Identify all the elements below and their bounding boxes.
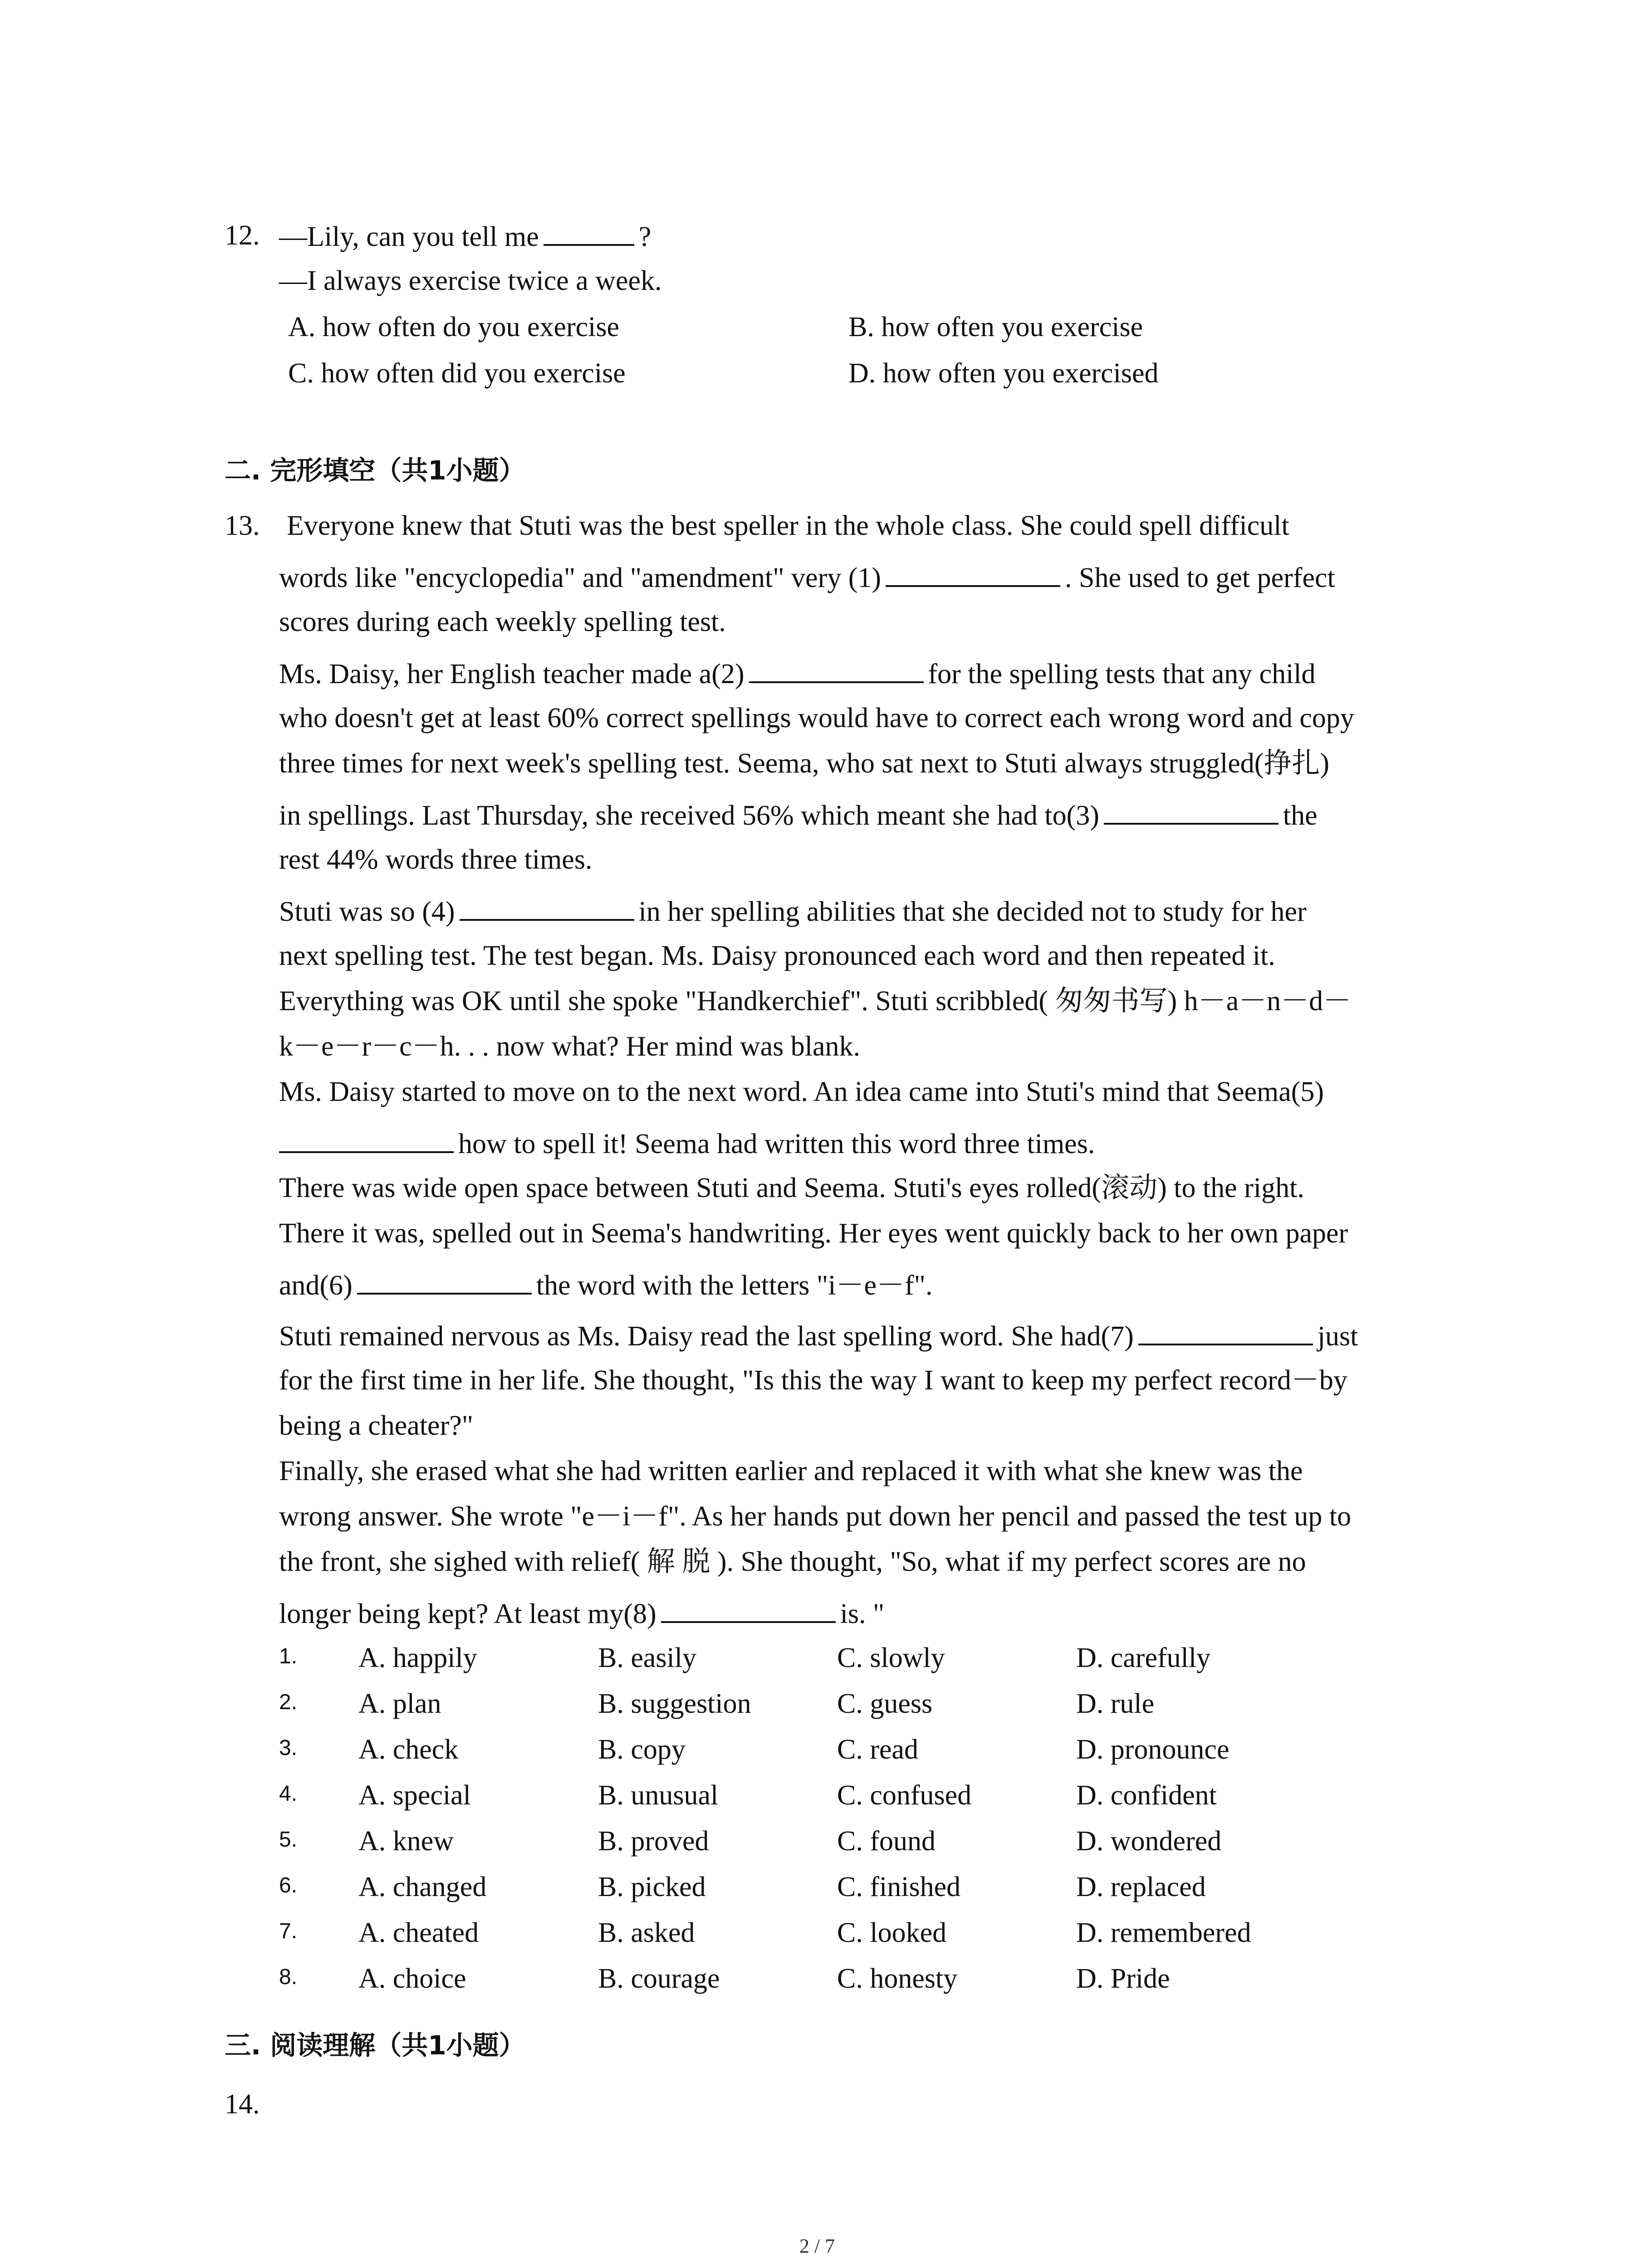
option-c: C. finished [837, 1872, 961, 1902]
q12-line1 [279, 221, 651, 251]
section2-title: 二. 完形填空（共1小题） [225, 455, 525, 486]
q13-p4-line2 [279, 1129, 1095, 1158]
option-a: A. choice [358, 1963, 466, 1994]
q13-p2-line2: who doesn't get at least 60% correct spellings would have to correct each wrong word and copy [279, 703, 1354, 733]
option-b: B. copy [598, 1734, 686, 1765]
q13-p5-line1: There was wide open space between Stuti and Seema. Stuti's eyes rolled(滚动) to the right. [279, 1173, 1304, 1203]
option-c: C. found [837, 1826, 936, 1857]
option-c: C. read [837, 1734, 919, 1765]
blank-8 [661, 1598, 836, 1623]
q13-p7-line2: wrong answer. She wrote "e－i－f". As her hands put down her pencil and passed the test up to [279, 1501, 1352, 1532]
option-a: A. check [358, 1734, 459, 1765]
option-d: D. carefully [1076, 1642, 1211, 1673]
option-a: A. plan [358, 1688, 441, 1719]
q13-p7-line3: the front, she sighed with relief( 解 脱 ). She thought, "So, what if my perfect scores are no [279, 1546, 1306, 1577]
option-b: B. asked [598, 1917, 695, 1948]
option-a: A. cheated [358, 1917, 479, 1948]
option-c: C. honesty [837, 1963, 958, 1994]
option-c: C. guess [837, 1688, 933, 1719]
q13-p7-line4-post: is. " [840, 1598, 885, 1629]
option-number: 8. [279, 1965, 298, 1989]
option-d: D. replaced [1076, 1872, 1206, 1902]
option-b: B. unusual [598, 1780, 719, 1811]
q13-p2-line1-post: for the spelling tests that any child [928, 659, 1316, 689]
blank-3 [1104, 800, 1279, 825]
q13-p3-line1 [279, 896, 1307, 926]
q12-option-d: D. how often you exercised [848, 358, 1159, 389]
blank-5 [279, 1129, 454, 1153]
q12-option-b: B. how often you exercise [848, 312, 1143, 342]
section3-title: 三. 阅读理解（共1小题） [225, 2030, 525, 2061]
blank-4 [460, 896, 634, 921]
q13-p5-line3-pre: and(6) [279, 1270, 353, 1301]
q12-option-c: C. how often did you exercise [288, 358, 626, 389]
q13-p7-line4-pre: longer being kept? At least my(8) [279, 1598, 656, 1629]
option-c: C. confused [837, 1780, 972, 1811]
q13-p1-line2-post: . She used to get perfect [1065, 562, 1335, 593]
option-c: C. looked [837, 1917, 947, 1948]
q13-p3-line1-post: in her spelling abilities that she decided not to study for her [638, 896, 1307, 927]
option-d: D. pronounce [1076, 1734, 1230, 1765]
q12-line1-text: —Lily, can you tell me [279, 221, 539, 252]
option-a: A. special [358, 1780, 471, 1811]
option-a: A. changed [358, 1872, 487, 1902]
option-number: 3. [279, 1736, 298, 1760]
q13-p4-line2-post: how to spell it! Seema had written this word three times. [458, 1129, 1095, 1159]
q13-p3-line1-pre: Stuti was so (4) [279, 896, 455, 927]
blank-1 [886, 562, 1060, 587]
q13-p7-line1: Finally, she erased what she had written earlier and replaced it with what she knew was the [279, 1456, 1303, 1486]
q13-p4-line1: Ms. Daisy started to move on to the next word. An idea came into Stuti's mind that Seema(5) [279, 1076, 1324, 1107]
q13-p6-line3: being a cheater?" [279, 1410, 474, 1441]
option-d: D. confident [1076, 1780, 1217, 1811]
q12-number: 12. [225, 220, 260, 251]
q13-p1-line1: Everyone knew that Stuti was the best speller in the whole class. She could spell difficult [287, 510, 1289, 541]
option-a: A. happily [358, 1642, 477, 1673]
blank-2 [749, 659, 924, 683]
q13-p2-line1 [279, 659, 1316, 688]
q13-p6-line1-post: just [1317, 1321, 1358, 1352]
option-number: 7. [279, 1919, 298, 1943]
page-number: 2 / 7 [799, 2235, 835, 2257]
q13-p3-line4: k－e－r－c－h. . . now what? Her mind was blank. [279, 1031, 861, 1062]
option-b: B. picked [598, 1872, 706, 1902]
option-b: B. easily [598, 1642, 696, 1673]
q13-p6-line1-pre: Stuti remained nervous as Ms. Daisy read the last spelling word. She had(7) [279, 1321, 1134, 1352]
option-b: B. courage [598, 1963, 720, 1994]
q13-p5-line3 [279, 1270, 932, 1300]
option-b: B. suggestion [598, 1688, 751, 1719]
q13-p1-line2-pre: words like "encyclopedia" and "amendment" very (1) [279, 562, 882, 593]
q13-p7-line4 [279, 1598, 884, 1628]
option-number: 1. [279, 1644, 298, 1668]
option-number: 5. [279, 1828, 298, 1852]
option-b: B. proved [598, 1826, 709, 1857]
option-number: 2. [279, 1690, 298, 1714]
blank-6 [357, 1270, 532, 1295]
option-c: C. slowly [837, 1642, 945, 1673]
q12-line2: —I always exercise twice a week. [279, 265, 662, 296]
q13-p5-line2: There it was, spelled out in Seema's handwriting. Her eyes went quickly back to her own paper [279, 1218, 1348, 1249]
q13-number: 13. [225, 510, 260, 541]
q13-p1-line3: scores during each weekly spelling test. [279, 606, 726, 637]
option-d: D. remembered [1076, 1917, 1251, 1948]
option-a: A. knew [358, 1826, 454, 1857]
option-d: D. wondered [1076, 1826, 1222, 1857]
q13-p2-line1-pre: Ms. Daisy, her English teacher made a(2) [279, 659, 745, 689]
option-number: 6. [279, 1873, 298, 1897]
q13-p1-line2 [279, 562, 1335, 592]
q14-number: 14. [225, 2089, 260, 2120]
q13-p6-line1 [279, 1321, 1358, 1350]
blank-7 [1138, 1321, 1313, 1345]
option-d: D. Pride [1076, 1963, 1170, 1994]
q13-p2-line4-post: the [1283, 800, 1318, 831]
option-number: 4. [279, 1782, 298, 1806]
q13-p5-line3-post: the word with the letters "i－e－f". [536, 1270, 933, 1301]
q13-p3-line2: next spelling test. The test began. Ms. Daisy pronounced each word and then repeated it. [279, 940, 1275, 971]
q13-p2-line5: rest 44% words three times. [279, 844, 593, 875]
q13-p2-line3: three times for next week's spelling test. Seema, who sat next to Stuti always struggled(挣扎) [279, 748, 1330, 779]
q12-blank [544, 221, 634, 246]
option-d: D. rule [1076, 1688, 1155, 1719]
q12-option-a: A. how often do you exercise [288, 312, 620, 342]
q13-p2-line4-pre: in spellings. Last Thursday, she received 56% which meant she had to(3) [279, 800, 1099, 831]
q12-line1-end: ? [638, 221, 652, 252]
q13-p2-line4 [279, 800, 1318, 830]
q13-p6-line2: for the first time in her life. She thought, "Is this the way I want to keep my perfect record－by [279, 1365, 1347, 1396]
q13-p3-line3: Everything was OK until she spoke "Handkerchief". Stuti scribbled( 匆匆书写) h－a－n－d－ [279, 986, 1352, 1017]
